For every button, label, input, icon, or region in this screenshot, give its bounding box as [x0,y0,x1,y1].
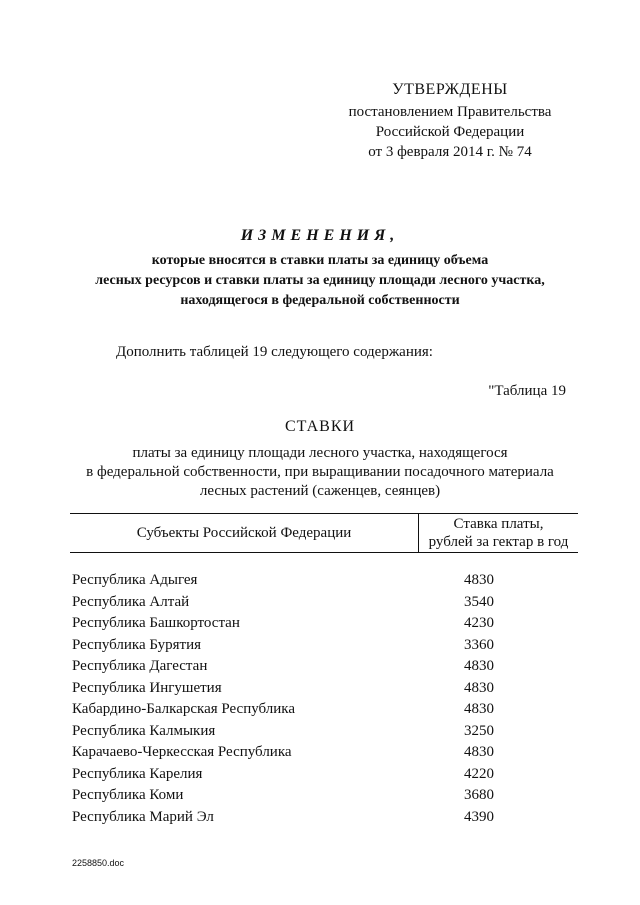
row-rate: 3250 [464,722,494,739]
rates-line-3: лесных растений (саженцев, сеянцев) [199,483,441,499]
row-subject: Республика Дагестан [72,658,208,675]
table-row [70,807,578,829]
rates-line-2: в федеральной собственности, при выращивании посадочного материала [86,464,554,480]
row-rate: 3360 [464,636,494,653]
rates-line-1: платы за единицу площади лесного участка, находящегося [132,445,508,461]
table-row [70,656,578,678]
changes-line-2: лесных ресурсов и ставки платы за единицу площади лесного участка, [95,273,545,288]
changes-heading: ИЗМЕНЕНИЯ, [240,227,400,244]
row-subject: Республика Коми [72,787,184,804]
row-rate: 4390 [464,808,494,825]
table-row [70,721,578,743]
changes-line-3: находящегося в федеральной собственности [180,293,460,308]
table-row [70,699,578,721]
table-row [70,592,578,614]
row-rate: 4830 [464,744,494,761]
row-rate: 3540 [464,593,494,610]
row-rate: 4830 [464,679,494,696]
row-rate: 4230 [464,615,494,632]
changes-line-1: которые вносятся в ставки платы за единицу объема [151,253,489,268]
column-header-rate-line-2: рублей за гектар в год [428,534,569,550]
row-rate: 4220 [464,765,494,782]
row-subject: Карачаево-Черкесская Республика [72,744,292,761]
approval-block [330,80,570,162]
row-subject: Кабардино-Балкарская Республика [72,701,296,718]
row-subject: Республика Карелия [72,765,203,782]
row-subject: Республика Алтай [72,593,190,610]
row-subject: Республика Марий Эл [72,808,214,825]
approval-line-2: Российской Федерации [375,124,525,140]
changes-block [40,227,600,311]
row-subject: Республика Ингушетия [72,679,222,696]
table-row [70,570,578,592]
table-body [70,570,578,828]
row-rate: 4830 [464,701,494,718]
row-rate: 3680 [464,787,494,804]
approval-line-3: от 3 февраля 2014 г. № 74 [368,144,532,160]
rates-table [70,513,578,828]
row-subject: Республика Башкортостан [72,615,240,632]
row-subject: Республика Адыгея [72,572,198,589]
document-filename: 2258850.doc [72,858,125,868]
column-header-rate [419,514,578,552]
row-subject: Республика Бурятия [72,636,202,653]
table-row [70,635,578,657]
column-header-subjects: Субъекты Российской Федерации [70,514,419,552]
table-row [70,678,578,700]
table-header [70,513,578,553]
table-row [70,742,578,764]
table-reference: "Таблица 19 [488,383,566,399]
table-row [70,764,578,786]
rates-heading: СТАВКИ [284,418,356,435]
row-rate: 4830 [464,658,494,675]
table-row [70,613,578,635]
row-rate: 4830 [464,572,494,589]
rates-block [40,418,600,501]
approval-title: УТВЕРЖДЕНЫ [392,81,508,98]
column-header-rate-line-1: Ставка платы, [453,516,544,532]
table-row [70,785,578,807]
row-subject: Республика Калмыкия [72,722,216,739]
approval-line-1: постановлением Правительства [348,104,552,120]
supplement-text: Дополнить таблицей 19 следующего содержания: [116,344,433,360]
